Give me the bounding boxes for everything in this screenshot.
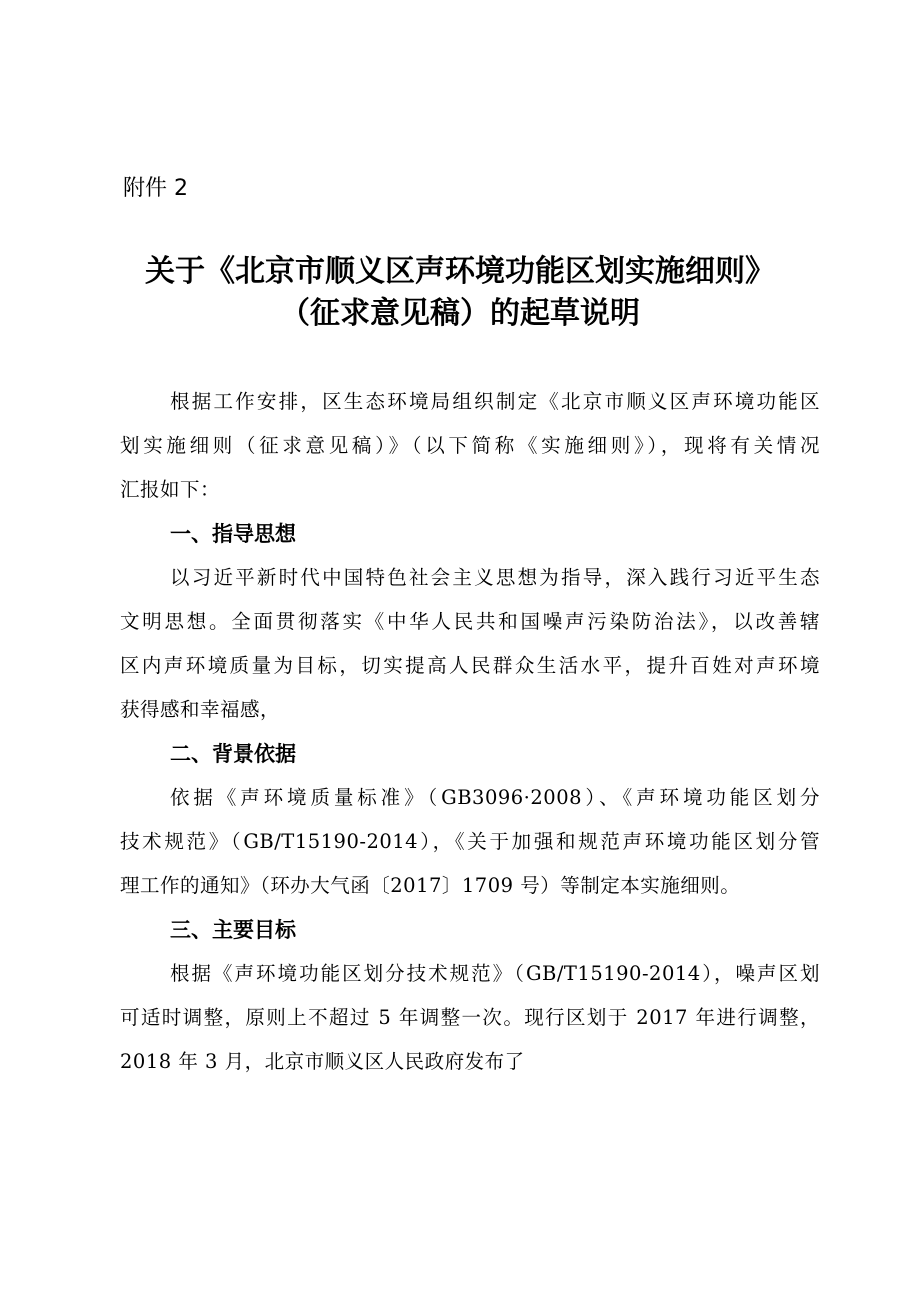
section-3-line-2: 可适时调整，原则上不超过 5 年调整一次。现行区划于 2017 年进行调整， — [120, 1006, 820, 1029]
section-2-line-2: 技术规范》（GB/T15190-2014），《关于加强和规范声环境功能区划分管 — [120, 830, 820, 853]
section-2-line-3: 理工作的通知》（环办大气函〔2017〕1709 号）等制定本实施细则。 — [120, 874, 741, 897]
intro-line-2: 划实施细则（征求意见稿）》（以下简称《实施细则》），现将有关情况 — [120, 434, 820, 457]
section-1-heading: 一、指导思想 — [170, 522, 296, 546]
section-1-line-2: 文明思想。全面贯彻落实《中华人民共和国噪声污染防治法》，以改善辖 — [120, 610, 820, 633]
section-3-line-3: 2018 年 3 月，北京市顺义区人民政府发布了 — [120, 1050, 525, 1073]
intro-line-3: 汇报如下： — [120, 478, 221, 501]
section-2-heading: 二、背景依据 — [170, 742, 296, 766]
document-title-line-1: 关于《北京市顺义区声环境功能区划实施细则》 — [145, 254, 775, 289]
section-3-line-1: 根据《声环境功能区划分技术规范》（GB/T15190-2014），噪声区划 — [170, 962, 820, 985]
document-title-line-2: （征求意见稿）的起草说明 — [280, 296, 640, 331]
section-1-line-1: 以习近平新时代中国特色社会主义思想为指导，深入践行习近平生态 — [170, 566, 820, 589]
section-1-line-4: 获得感和幸福感， — [120, 698, 281, 721]
section-3-heading: 三、主要目标 — [170, 918, 296, 942]
intro-line-1: 根据工作安排，区生态环境局组织制定《北京市顺义区声环境功能区 — [170, 390, 820, 413]
section-2-line-1: 依据《声环境质量标准》（GB3096·2008）、《声环境功能区划分 — [170, 786, 820, 809]
attachment-label: 附件 2 — [123, 176, 188, 201]
section-1-line-3: 区内声环境质量为目标，切实提高人民群众生活水平，提升百姓对声环境 — [120, 654, 820, 677]
